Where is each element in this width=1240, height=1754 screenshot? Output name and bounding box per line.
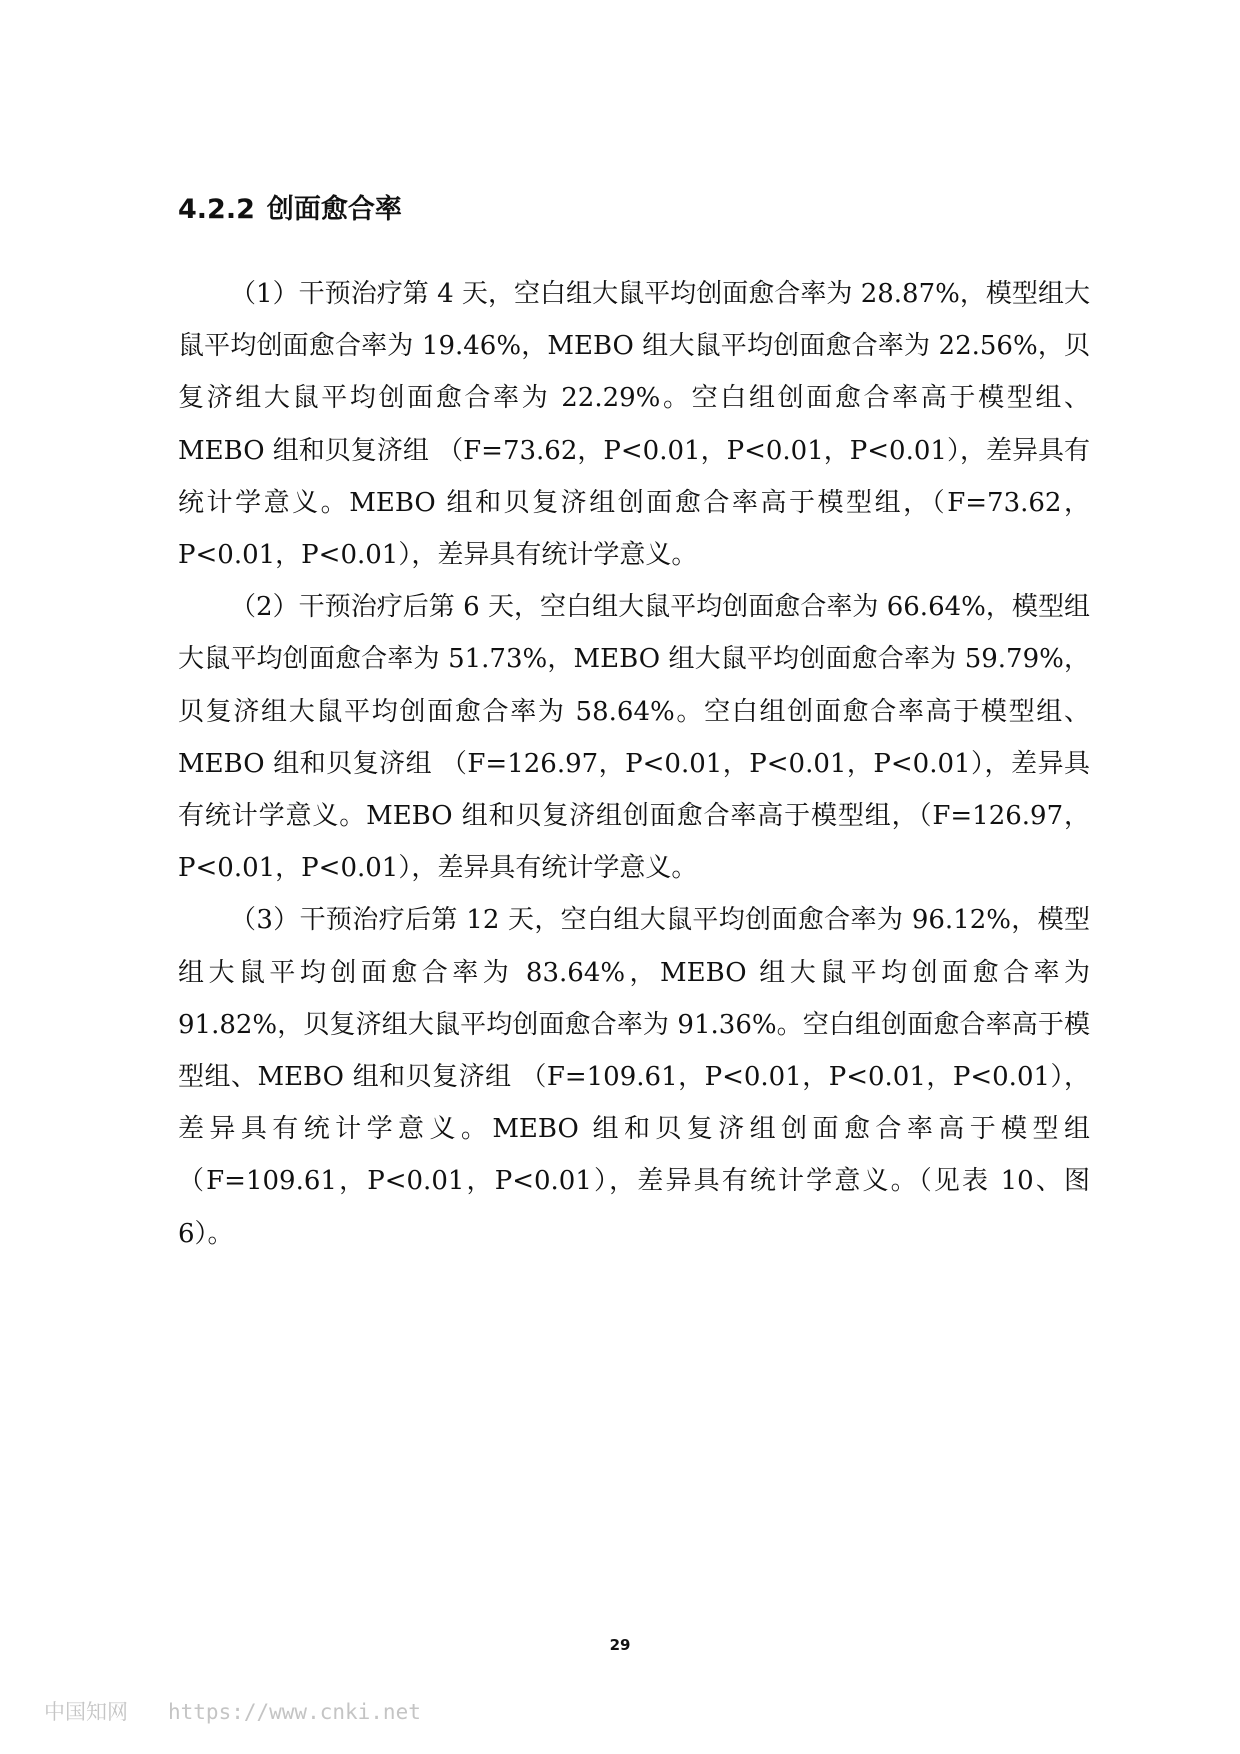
paragraph-day-12: （3）干预治疗后第 12 天，空白组大鼠平均创面愈合率为 96.12%，模型组大鼠平均创面愈合率为 83.64%，MEBO 组大鼠平均创面愈合率为 91.82%，贝复济组大鼠平均创面愈合率为 91.36%。空白组创面愈合率高于模型组、MEBO 组和贝复济组 （F=109.61，P<0.01，P<0.01，P<0.01），差异具有统计学意义。MEBO 组和贝复济组创面愈合率高于模型组（F=109.61，P<0.01，P<0.01），差异具有统计学意义。（见表 10、图 6）。 — [178, 905, 1090, 1249]
watermark-name: 中国知网 — [44, 1700, 128, 1724]
section-heading — [178, 190, 402, 230]
watermark-url: https://www.cnki.net — [168, 1700, 421, 1724]
section-title: 创面愈合率 — [266, 194, 402, 225]
body-text — [178, 268, 1090, 1260]
cnki-watermark — [44, 1696, 421, 1726]
paragraph-day-6: （2）干预治疗后第 6 天，空白组大鼠平均创面愈合率为 66.64%，模型组大鼠平均创面愈合率为 51.73%，MEBO 组大鼠平均创面愈合率为 59.79%，贝复济组大鼠平均创面愈合率为 58.64%。空白组创面愈合率高于模型组、MEBO 组和贝复济组 （F=126.97，P<0.01，P<0.01，P<0.01），差异具有统计学意义。MEBO 组和贝复济组创面愈合率高于模型组，（F=126.97，P<0.01，P<0.01），差异具有统计学意义。 — [178, 592, 1090, 884]
section-number: 4.2.2 — [178, 194, 255, 225]
page-number: 29 — [609, 1636, 631, 1654]
paragraph-day-4: （1）干预治疗第 4 天，空白组大鼠平均创面愈合率为 28.87%，模型组大鼠平均创面愈合率为 19.46%，MEBO 组大鼠平均创面愈合率为 22.56%，贝复济组大鼠平均创面愈合率为 22.29%。空白组创面愈合率高于模型组、MEBO 组和贝复济组 （F=73.62，P<0.01，P<0.01，P<0.01），差异具有统计学意义。MEBO 组和贝复济组创面愈合率高于模型组，（F=73.62，P<0.01，P<0.01），差异具有统计学意义。 — [178, 279, 1090, 571]
